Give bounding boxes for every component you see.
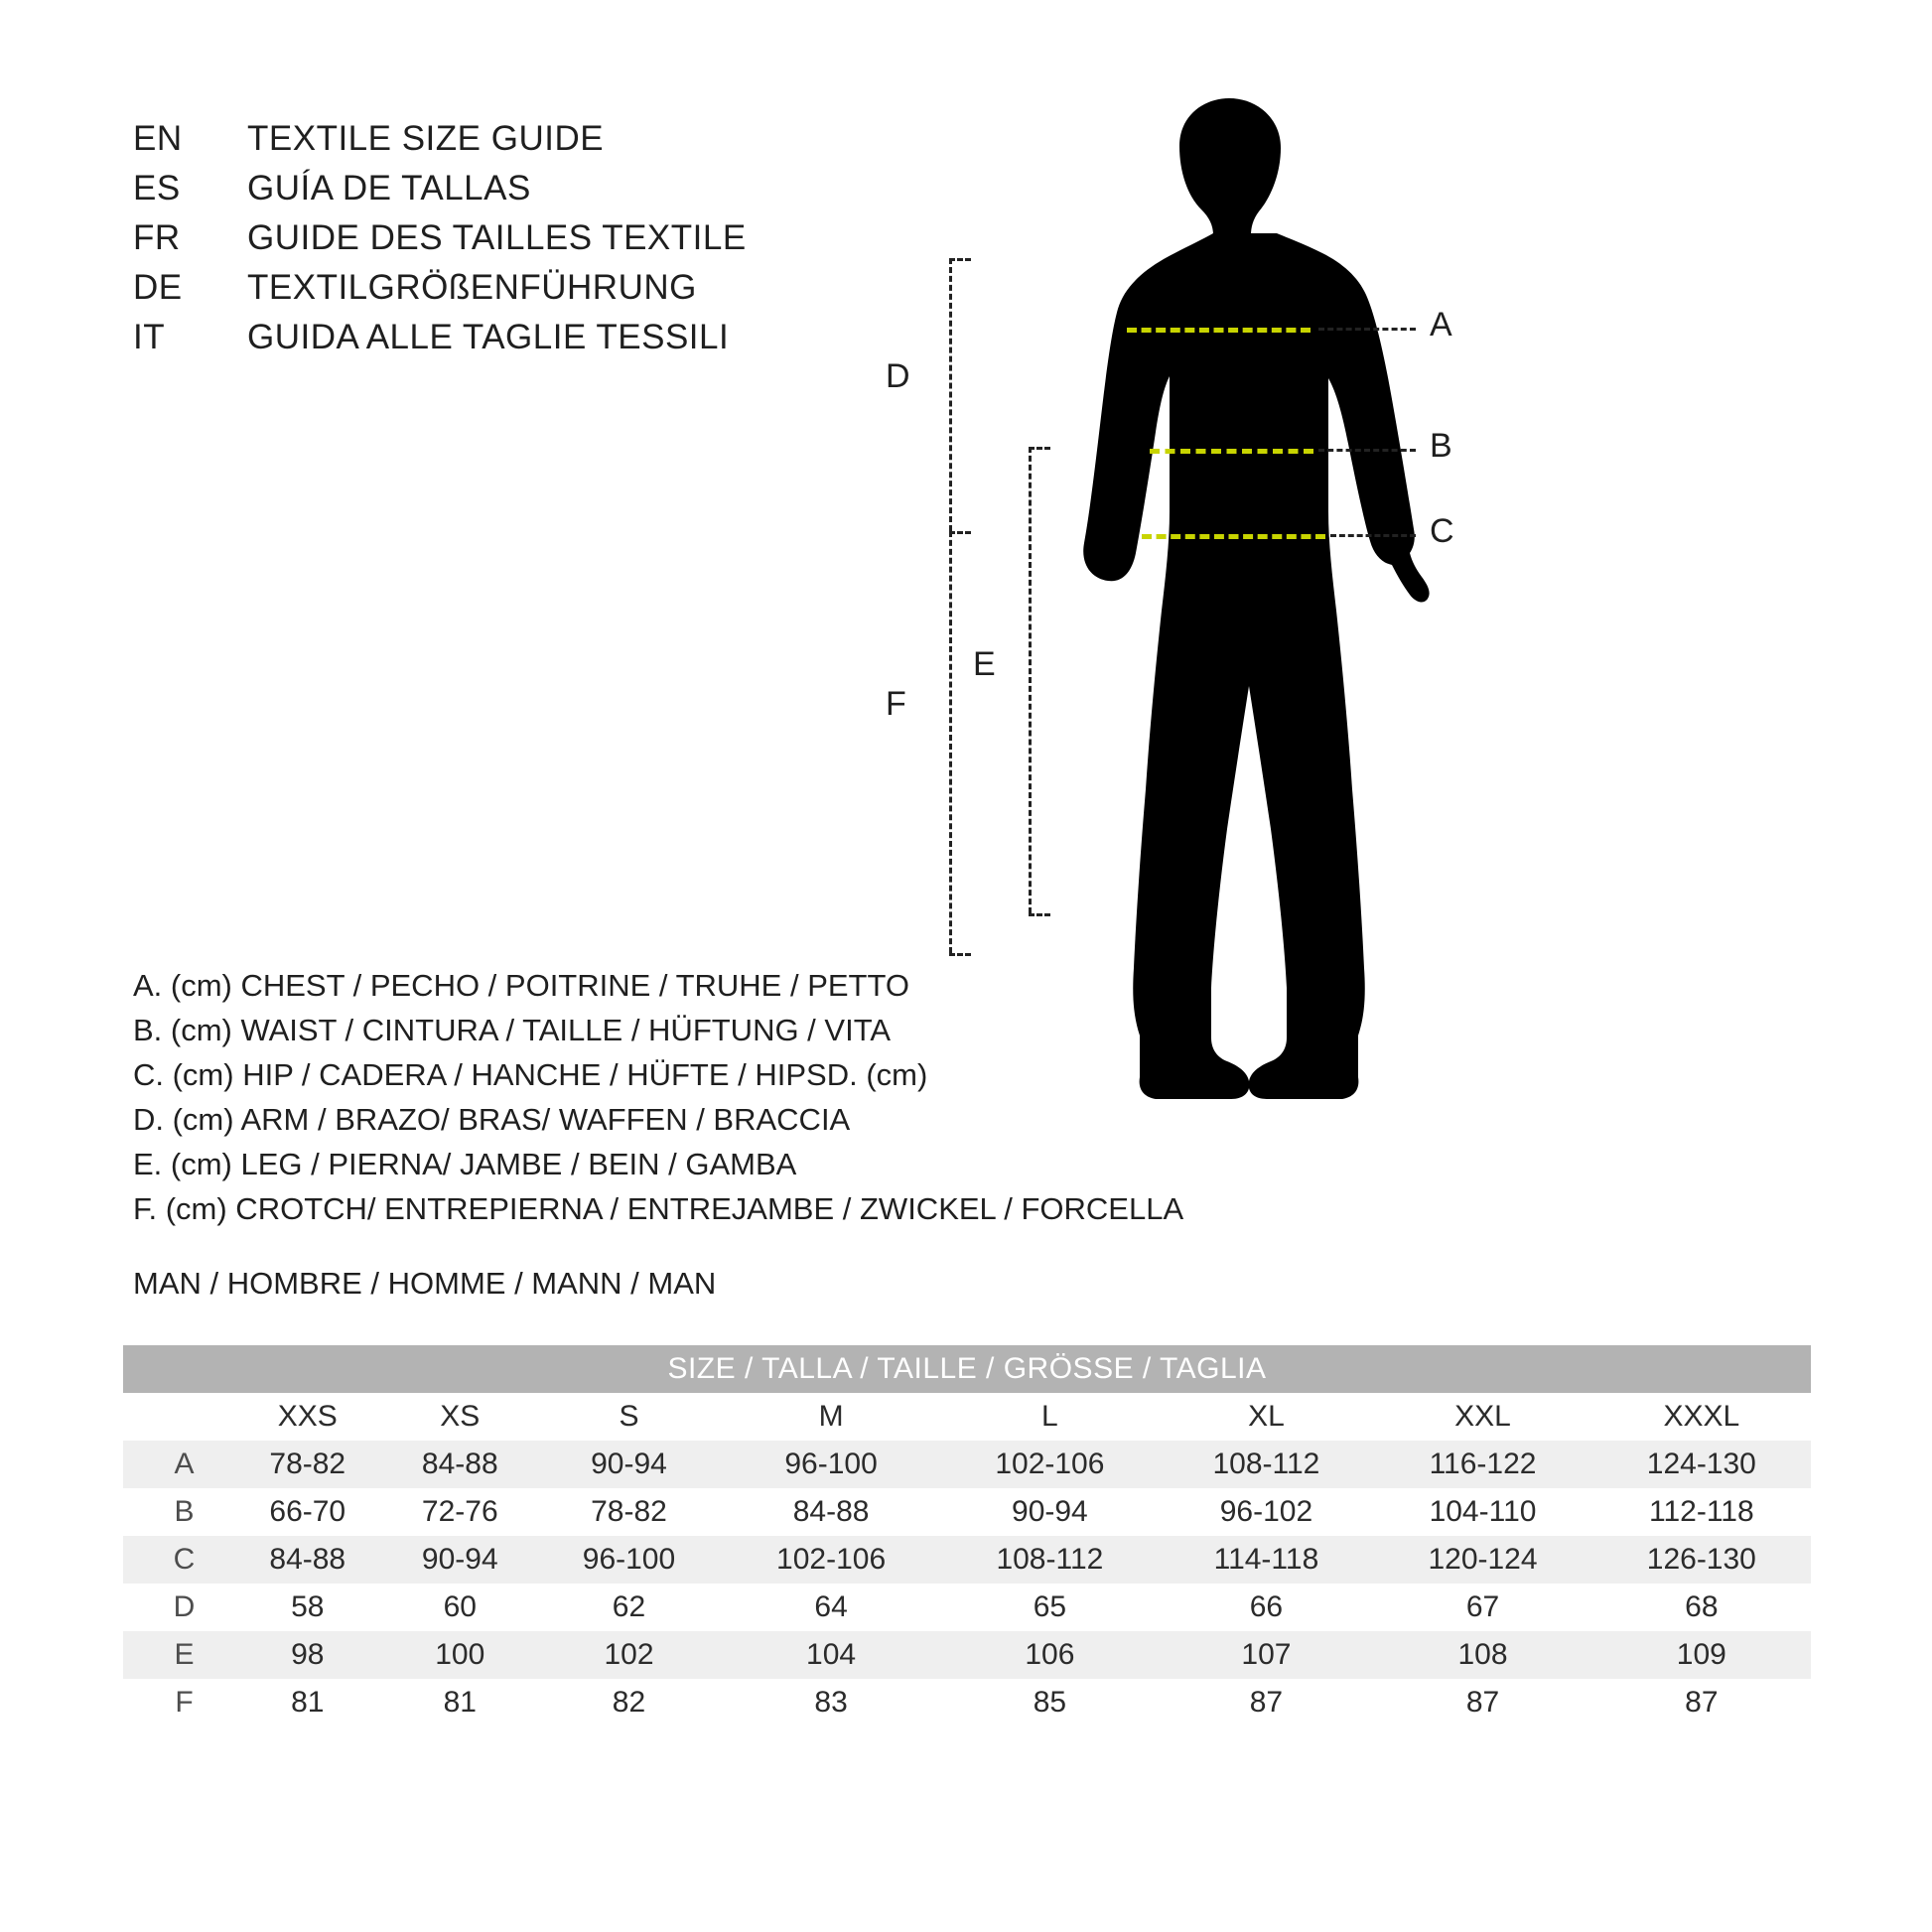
row-label-f: F — [123, 1679, 231, 1726]
body-figure — [886, 94, 1827, 1196]
cell-f-xs: 81 — [384, 1679, 537, 1726]
cell-f-l: 85 — [940, 1679, 1159, 1726]
cell-f-xxl: 87 — [1373, 1679, 1591, 1726]
crotch-bracket-bottom-tick — [949, 953, 971, 956]
label-c: C — [1430, 512, 1454, 550]
cell-b-l: 90-94 — [940, 1488, 1159, 1536]
hip-measure-line — [1142, 534, 1325, 539]
cell-a-s: 90-94 — [536, 1441, 722, 1488]
arm-bracket-top-tick — [949, 258, 971, 261]
crotch-bracket — [949, 531, 952, 953]
title-text-de: TEXTILGRÖßENFÜHRUNG — [247, 268, 697, 307]
row-label-b: B — [123, 1488, 231, 1536]
cell-e-s: 102 — [536, 1631, 722, 1679]
cell-b-xl: 96-102 — [1160, 1488, 1374, 1536]
cell-a-xl: 108-112 — [1160, 1441, 1374, 1488]
cell-a-xxs: 78-82 — [231, 1441, 384, 1488]
cell-e-m: 104 — [722, 1631, 940, 1679]
cell-c-s: 96-100 — [536, 1536, 722, 1584]
label-a: A — [1430, 306, 1452, 344]
title-row-en — [133, 119, 747, 169]
row-label-c: C — [123, 1536, 231, 1584]
cell-a-m: 96-100 — [722, 1441, 940, 1488]
arm-bracket-bottom-tick — [949, 531, 971, 534]
title-text-it: GUIDA ALLE TAGLIE TESSILI — [247, 318, 730, 356]
cell-d-xl: 66 — [1160, 1584, 1374, 1631]
row-label-d: D — [123, 1584, 231, 1631]
table-row — [123, 1679, 1811, 1726]
legend-item-e: E. (cm) LEG / PIERNA/ JAMBE / BEIN / GAMBA — [133, 1147, 797, 1181]
table-row — [123, 1441, 1811, 1488]
size-col-0: XXS — [231, 1393, 384, 1441]
chest-lead-line — [1318, 328, 1416, 331]
label-b: B — [1430, 427, 1452, 465]
cell-d-xs: 60 — [384, 1584, 537, 1631]
title-lang-es: ES — [133, 169, 181, 207]
cell-b-xxxl: 112-118 — [1592, 1488, 1811, 1536]
table-row — [123, 1631, 1811, 1679]
table-row — [123, 1536, 1811, 1584]
cell-c-m: 102-106 — [722, 1536, 940, 1584]
size-col-2: S — [536, 1393, 722, 1441]
title-lang-en: EN — [133, 119, 183, 158]
cell-e-xxs: 98 — [231, 1631, 384, 1679]
cell-e-l: 106 — [940, 1631, 1159, 1679]
cell-f-s: 82 — [536, 1679, 722, 1726]
label-e: E — [973, 645, 996, 683]
sizes-row-corner — [123, 1393, 231, 1441]
legend-item-b: B. (cm) WAIST / CINTURA / TAILLE / HÜFTUNG / VITA — [133, 1013, 892, 1047]
legend-item-c: C. (cm) HIP / CADERA / HANCHE / HÜFTE / HIPSD. (cm) — [133, 1057, 928, 1092]
leg-bracket-bottom-tick — [1029, 913, 1050, 916]
size-col-6: XXL — [1373, 1393, 1591, 1441]
size-col-4: L — [940, 1393, 1159, 1441]
leg-bracket-top-tick — [1029, 447, 1050, 450]
leg-bracket — [1029, 447, 1032, 913]
waist-lead-line — [1318, 449, 1416, 452]
row-label-a: A — [123, 1441, 231, 1488]
cell-f-xl: 87 — [1160, 1679, 1374, 1726]
cell-c-xxl: 120-124 — [1373, 1536, 1591, 1584]
table-header-label: SIZE / TALLA / TAILLE / GRÖSSE / TAGLIA — [123, 1345, 1811, 1393]
measurement-legend — [133, 963, 1183, 1231]
label-f: F — [886, 685, 906, 723]
cell-a-xxxl: 124-130 — [1592, 1441, 1811, 1488]
title-row-es — [133, 169, 747, 218]
legend-item-f: F. (cm) CROTCH/ ENTREPIERNA / ENTREJAMBE / ZWICKEL / FORCELLA — [133, 1191, 1184, 1226]
title-block — [133, 119, 747, 367]
cell-b-xs: 72-76 — [384, 1488, 537, 1536]
table-header-bar — [123, 1345, 1811, 1393]
cell-c-l: 108-112 — [940, 1536, 1159, 1584]
cell-d-xxxl: 68 — [1592, 1584, 1811, 1631]
title-lang-de: DE — [133, 268, 183, 307]
title-text-en: TEXTILE SIZE GUIDE — [247, 119, 605, 158]
waist-measure-line — [1150, 449, 1313, 454]
cell-b-xxl: 104-110 — [1373, 1488, 1591, 1536]
cell-c-xs: 90-94 — [384, 1536, 537, 1584]
size-col-3: M — [722, 1393, 940, 1441]
cell-f-xxs: 81 — [231, 1679, 384, 1726]
cell-b-m: 84-88 — [722, 1488, 940, 1536]
size-table — [123, 1345, 1811, 1726]
cell-b-xxs: 66-70 — [231, 1488, 384, 1536]
cell-f-m: 83 — [722, 1679, 940, 1726]
chest-measure-line — [1127, 328, 1311, 333]
cell-a-xs: 84-88 — [384, 1441, 537, 1488]
title-text-fr: GUIDE DES TAILLES TEXTILE — [247, 218, 747, 257]
size-col-7: XXXL — [1592, 1393, 1811, 1441]
cell-d-xxl: 67 — [1373, 1584, 1591, 1631]
title-row-it — [133, 318, 747, 367]
title-text-es: GUÍA DE TALLAS — [247, 169, 531, 207]
cell-c-xxxl: 126-130 — [1592, 1536, 1811, 1584]
cell-f-xxxl: 87 — [1592, 1679, 1811, 1726]
arm-bracket — [949, 258, 952, 531]
man-silhouette-icon — [1033, 94, 1827, 1196]
row-label-e: E — [123, 1631, 231, 1679]
cell-e-xl: 107 — [1160, 1631, 1374, 1679]
size-table-wrap — [123, 1345, 1811, 1726]
cell-a-l: 102-106 — [940, 1441, 1159, 1488]
cell-e-xxl: 108 — [1373, 1631, 1591, 1679]
title-lang-fr: FR — [133, 218, 181, 257]
label-d: D — [886, 357, 910, 395]
cell-d-l: 65 — [940, 1584, 1159, 1631]
title-row-fr — [133, 218, 747, 268]
legend-item-d: D. (cm) ARM / BRAZO/ BRAS/ WAFFEN / BRACCIA — [133, 1102, 851, 1137]
cell-d-s: 62 — [536, 1584, 722, 1631]
legend-item-a: A. (cm) CHEST / PECHO / POITRINE / TRUHE / PETTO — [133, 968, 909, 1003]
size-col-5: XL — [1160, 1393, 1374, 1441]
size-col-1: XS — [384, 1393, 537, 1441]
hip-lead-line — [1330, 534, 1416, 537]
cell-d-xxs: 58 — [231, 1584, 384, 1631]
table-sizes-row — [123, 1393, 1811, 1441]
cell-e-xxxl: 109 — [1592, 1631, 1811, 1679]
table-row — [123, 1584, 1811, 1631]
cell-e-xs: 100 — [384, 1631, 537, 1679]
table-row — [123, 1488, 1811, 1536]
cell-b-s: 78-82 — [536, 1488, 722, 1536]
cell-c-xl: 114-118 — [1160, 1536, 1374, 1584]
cell-c-xxs: 84-88 — [231, 1536, 384, 1584]
title-lang-it: IT — [133, 318, 166, 356]
gender-note: MAN / HOMBRE / HOMME / MANN / MAN — [133, 1266, 717, 1301]
title-row-de — [133, 268, 747, 318]
cell-a-xxl: 116-122 — [1373, 1441, 1591, 1488]
cell-d-m: 64 — [722, 1584, 940, 1631]
